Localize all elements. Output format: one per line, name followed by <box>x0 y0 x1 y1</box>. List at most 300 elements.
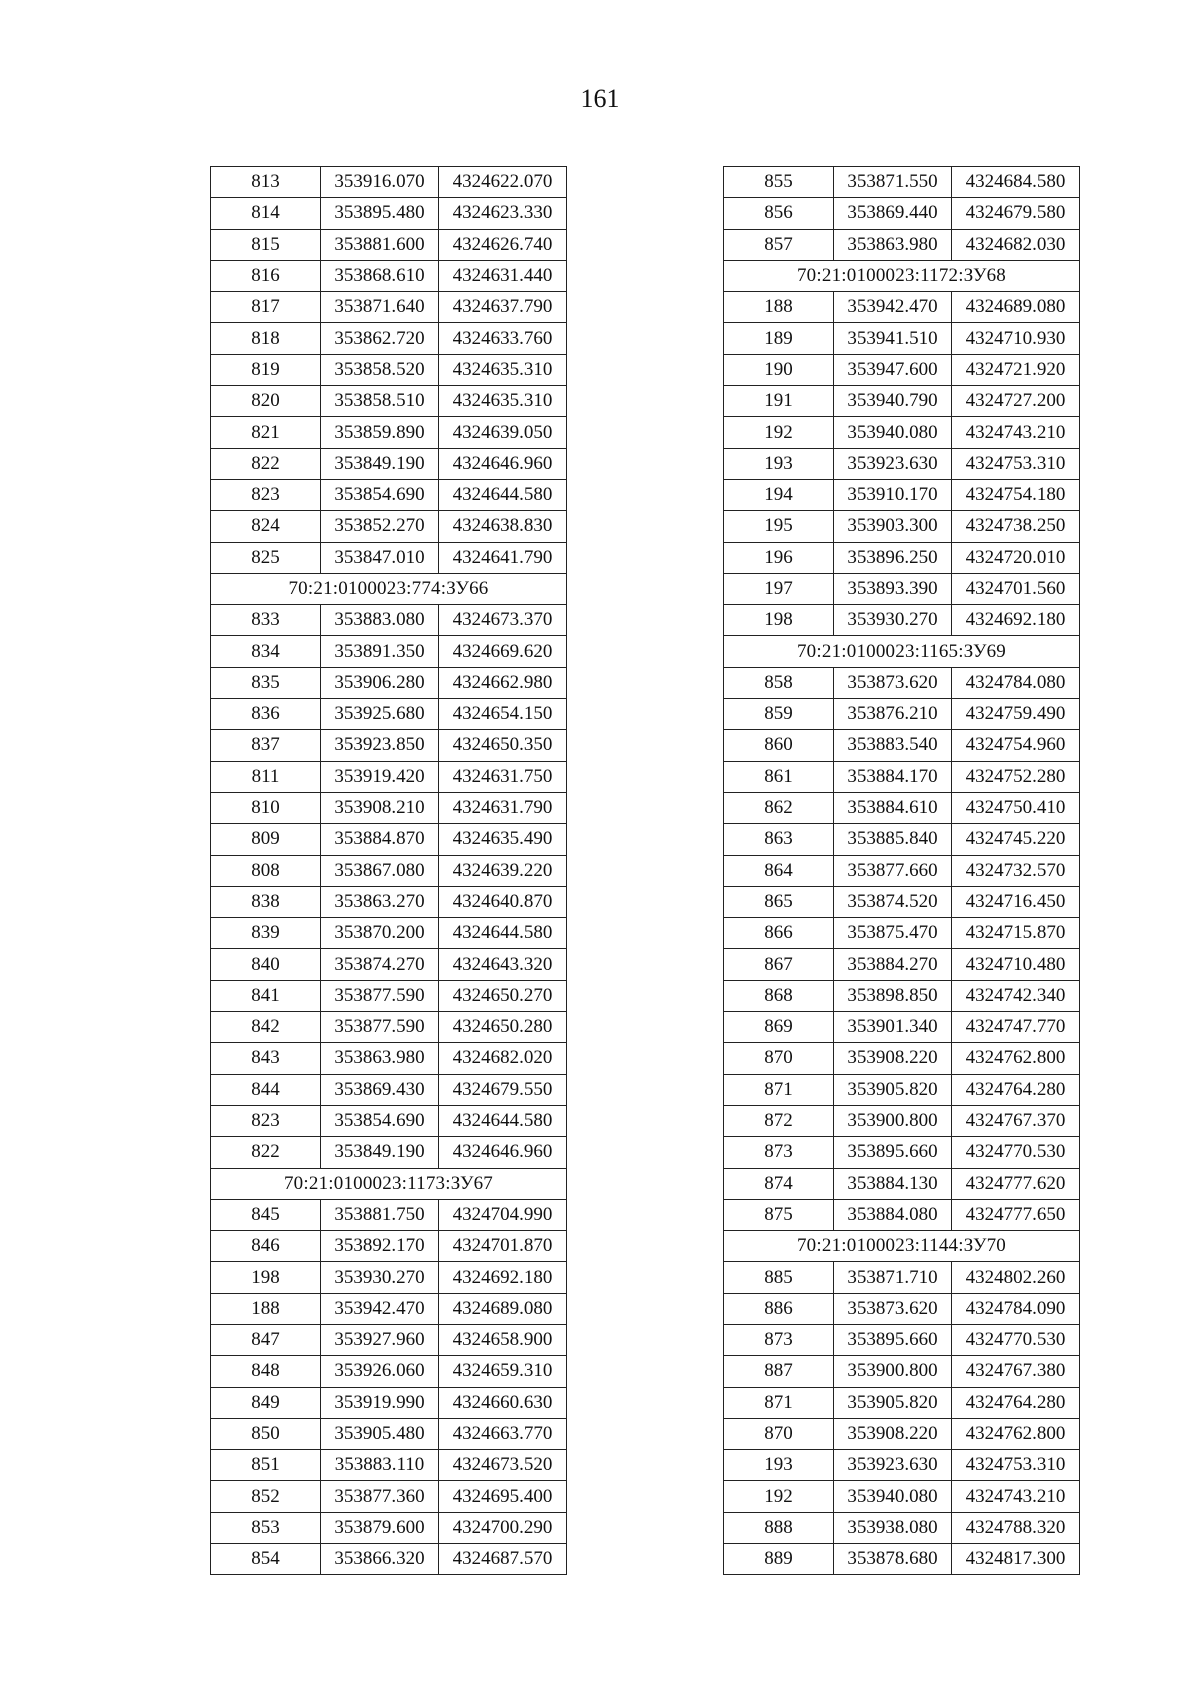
point-number-cell: 864 <box>724 855 834 886</box>
y-coordinate-cell: 4324742.340 <box>952 980 1080 1011</box>
table-row <box>724 1137 1080 1168</box>
x-coordinate-cell: 353867.080 <box>321 855 439 886</box>
point-number-cell: 819 <box>211 354 321 385</box>
table-row <box>211 918 567 949</box>
table-row <box>211 1199 567 1230</box>
table-row <box>724 1512 1080 1543</box>
y-coordinate-cell: 4324687.570 <box>439 1544 567 1575</box>
y-coordinate-cell: 4324817.300 <box>952 1544 1080 1575</box>
y-coordinate-cell: 4324759.490 <box>952 699 1080 730</box>
x-coordinate-cell: 353877.590 <box>321 980 439 1011</box>
x-coordinate-cell: 353898.850 <box>834 980 952 1011</box>
y-coordinate-cell: 4324704.990 <box>439 1199 567 1230</box>
x-coordinate-cell: 353873.620 <box>834 1293 952 1324</box>
x-coordinate-cell: 353905.820 <box>834 1074 952 1105</box>
y-coordinate-cell: 4324701.560 <box>952 573 1080 604</box>
x-coordinate-cell: 353906.280 <box>321 667 439 698</box>
point-number-cell: 838 <box>211 886 321 917</box>
table-row <box>724 824 1080 855</box>
y-coordinate-cell: 4324643.320 <box>439 949 567 980</box>
x-coordinate-cell: 353883.080 <box>321 605 439 636</box>
table-row <box>724 1544 1080 1575</box>
point-number-cell: 873 <box>724 1324 834 1355</box>
table-row <box>724 354 1080 385</box>
x-coordinate-cell: 353927.960 <box>321 1324 439 1355</box>
point-number-cell: 889 <box>724 1544 834 1575</box>
y-coordinate-cell: 4324767.380 <box>952 1356 1080 1387</box>
table-row <box>724 1418 1080 1449</box>
y-coordinate-cell: 4324770.530 <box>952 1137 1080 1168</box>
table-row <box>724 229 1080 260</box>
y-coordinate-cell: 4324710.480 <box>952 949 1080 980</box>
y-coordinate-cell: 4324650.280 <box>439 1012 567 1043</box>
y-coordinate-cell: 4324689.080 <box>439 1293 567 1324</box>
table-row <box>724 1293 1080 1324</box>
point-number-cell: 869 <box>724 1012 834 1043</box>
x-coordinate-cell: 353895.660 <box>834 1137 952 1168</box>
x-coordinate-cell: 353883.540 <box>834 730 952 761</box>
table-row <box>211 448 567 479</box>
table-row <box>724 1324 1080 1355</box>
y-coordinate-cell: 4324738.250 <box>952 511 1080 542</box>
x-coordinate-cell: 353881.750 <box>321 1199 439 1230</box>
x-coordinate-cell: 353877.590 <box>321 1012 439 1043</box>
y-coordinate-cell: 4324631.440 <box>439 260 567 291</box>
x-coordinate-cell: 353863.980 <box>834 229 952 260</box>
point-number-cell: 822 <box>211 1137 321 1168</box>
x-coordinate-cell: 353940.080 <box>834 417 952 448</box>
table-row <box>211 1544 567 1575</box>
point-number-cell: 835 <box>211 667 321 698</box>
point-number-cell: 837 <box>211 730 321 761</box>
section-header-row <box>724 636 1080 667</box>
x-coordinate-cell: 353877.360 <box>321 1481 439 1512</box>
x-coordinate-cell: 353883.110 <box>321 1450 439 1481</box>
x-coordinate-cell: 353896.250 <box>834 542 952 573</box>
land-plot-cadastral-number: 70:21:0100023:774:ЗУ66 <box>211 573 567 604</box>
table-row <box>211 667 567 698</box>
point-number-cell: 198 <box>211 1262 321 1293</box>
point-number-cell: 856 <box>724 198 834 229</box>
y-coordinate-cell: 4324622.070 <box>439 167 567 198</box>
y-coordinate-cell: 4324644.580 <box>439 1105 567 1136</box>
x-coordinate-cell: 353923.850 <box>321 730 439 761</box>
y-coordinate-cell: 4324752.280 <box>952 761 1080 792</box>
point-number-cell: 188 <box>211 1293 321 1324</box>
y-coordinate-cell: 4324777.620 <box>952 1168 1080 1199</box>
x-coordinate-cell: 353923.630 <box>834 448 952 479</box>
y-coordinate-cell: 4324679.550 <box>439 1074 567 1105</box>
point-number-cell: 871 <box>724 1074 834 1105</box>
point-number-cell: 192 <box>724 1481 834 1512</box>
table-row <box>211 1105 567 1136</box>
point-number-cell: 197 <box>724 573 834 604</box>
x-coordinate-cell: 353893.390 <box>834 573 952 604</box>
land-plot-cadastral-number: 70:21:0100023:1165:ЗУ69 <box>724 636 1080 667</box>
point-number-cell: 840 <box>211 949 321 980</box>
point-number-cell: 888 <box>724 1512 834 1543</box>
x-coordinate-cell: 353884.610 <box>834 792 952 823</box>
y-coordinate-cell: 4324626.740 <box>439 229 567 260</box>
table-row <box>724 699 1080 730</box>
y-coordinate-cell: 4324644.580 <box>439 918 567 949</box>
point-number-cell: 857 <box>724 229 834 260</box>
x-coordinate-cell: 353923.630 <box>834 1450 952 1481</box>
x-coordinate-cell: 353849.190 <box>321 1137 439 1168</box>
table-row <box>724 1450 1080 1481</box>
x-coordinate-cell: 353925.680 <box>321 699 439 730</box>
y-coordinate-cell: 4324660.630 <box>439 1387 567 1418</box>
x-coordinate-cell: 353895.660 <box>834 1324 952 1355</box>
x-coordinate-cell: 353940.790 <box>834 386 952 417</box>
point-number-cell: 817 <box>211 292 321 323</box>
point-number-cell: 853 <box>211 1512 321 1543</box>
x-coordinate-cell: 353854.690 <box>321 479 439 510</box>
point-number-cell: 823 <box>211 479 321 510</box>
x-coordinate-cell: 353895.480 <box>321 198 439 229</box>
point-number-cell: 847 <box>211 1324 321 1355</box>
y-coordinate-cell: 4324716.450 <box>952 886 1080 917</box>
table-row <box>724 761 1080 792</box>
section-header-row <box>211 1168 567 1199</box>
y-coordinate-cell: 4324762.800 <box>952 1043 1080 1074</box>
table-row <box>724 730 1080 761</box>
y-coordinate-cell: 4324727.200 <box>952 386 1080 417</box>
x-coordinate-cell: 353900.800 <box>834 1356 952 1387</box>
point-number-cell: 873 <box>724 1137 834 1168</box>
y-coordinate-cell: 4324743.210 <box>952 1481 1080 1512</box>
table-row <box>211 855 567 886</box>
table-row <box>211 417 567 448</box>
point-number-cell: 809 <box>211 824 321 855</box>
x-coordinate-cell: 353916.070 <box>321 167 439 198</box>
y-coordinate-cell: 4324700.290 <box>439 1512 567 1543</box>
table-row <box>724 417 1080 448</box>
y-coordinate-cell: 4324658.900 <box>439 1324 567 1355</box>
table-row <box>211 511 567 542</box>
x-coordinate-cell: 353869.430 <box>321 1074 439 1105</box>
x-coordinate-cell: 353885.840 <box>834 824 952 855</box>
y-coordinate-cell: 4324639.220 <box>439 855 567 886</box>
point-number-cell: 196 <box>724 542 834 573</box>
x-coordinate-cell: 353884.130 <box>834 1168 952 1199</box>
point-number-cell: 861 <box>724 761 834 792</box>
y-coordinate-cell: 4324631.790 <box>439 792 567 823</box>
point-number-cell: 886 <box>724 1293 834 1324</box>
point-number-cell: 816 <box>211 260 321 291</box>
y-coordinate-cell: 4324682.030 <box>952 229 1080 260</box>
point-number-cell: 198 <box>724 605 834 636</box>
table-row <box>211 1293 567 1324</box>
table-row <box>724 949 1080 980</box>
y-coordinate-cell: 4324650.350 <box>439 730 567 761</box>
y-coordinate-cell: 4324682.020 <box>439 1043 567 1074</box>
x-coordinate-cell: 353858.510 <box>321 386 439 417</box>
y-coordinate-cell: 4324623.330 <box>439 198 567 229</box>
table-row <box>724 386 1080 417</box>
table-row <box>211 260 567 291</box>
x-coordinate-cell: 353942.470 <box>834 292 952 323</box>
x-coordinate-cell: 353884.870 <box>321 824 439 855</box>
table-row <box>724 479 1080 510</box>
table-row <box>211 542 567 573</box>
point-number-cell: 841 <box>211 980 321 1011</box>
point-number-cell: 859 <box>724 699 834 730</box>
point-number-cell: 824 <box>211 511 321 542</box>
x-coordinate-cell: 353854.690 <box>321 1105 439 1136</box>
x-coordinate-cell: 353884.270 <box>834 949 952 980</box>
table-row <box>724 1105 1080 1136</box>
table-row <box>211 699 567 730</box>
x-coordinate-cell: 353870.200 <box>321 918 439 949</box>
table-row <box>724 792 1080 823</box>
x-coordinate-cell: 353930.270 <box>834 605 952 636</box>
x-coordinate-cell: 353900.800 <box>834 1105 952 1136</box>
y-coordinate-cell: 4324635.310 <box>439 354 567 385</box>
x-coordinate-cell: 353873.620 <box>834 667 952 698</box>
table-row <box>211 1012 567 1043</box>
y-coordinate-cell: 4324689.080 <box>952 292 1080 323</box>
y-coordinate-cell: 4324644.580 <box>439 479 567 510</box>
point-number-cell: 811 <box>211 761 321 792</box>
y-coordinate-cell: 4324659.310 <box>439 1356 567 1387</box>
x-coordinate-cell: 353905.820 <box>834 1387 952 1418</box>
table-row <box>211 1356 567 1387</box>
x-coordinate-cell: 353942.470 <box>321 1293 439 1324</box>
y-coordinate-cell: 4324673.370 <box>439 605 567 636</box>
x-coordinate-cell: 353881.600 <box>321 229 439 260</box>
y-coordinate-cell: 4324788.320 <box>952 1512 1080 1543</box>
point-number-cell: 842 <box>211 1012 321 1043</box>
y-coordinate-cell: 4324764.280 <box>952 1074 1080 1105</box>
x-coordinate-cell: 353878.680 <box>834 1544 952 1575</box>
x-coordinate-cell: 353863.980 <box>321 1043 439 1074</box>
point-number-cell: 193 <box>724 1450 834 1481</box>
x-coordinate-cell: 353874.520 <box>834 886 952 917</box>
table-row <box>211 1512 567 1543</box>
point-number-cell: 870 <box>724 1043 834 1074</box>
table-row <box>724 542 1080 573</box>
table-row <box>724 1356 1080 1387</box>
y-coordinate-cell: 4324784.080 <box>952 667 1080 698</box>
point-number-cell: 843 <box>211 1043 321 1074</box>
point-number-cell: 839 <box>211 918 321 949</box>
y-coordinate-cell: 4324784.090 <box>952 1293 1080 1324</box>
point-number-cell: 191 <box>724 386 834 417</box>
table-row <box>724 980 1080 1011</box>
y-coordinate-cell: 4324637.790 <box>439 292 567 323</box>
x-coordinate-cell: 353919.990 <box>321 1387 439 1418</box>
x-coordinate-cell: 353905.480 <box>321 1418 439 1449</box>
table-row <box>211 1450 567 1481</box>
point-number-cell: 813 <box>211 167 321 198</box>
x-coordinate-cell: 353849.190 <box>321 448 439 479</box>
point-number-cell: 871 <box>724 1387 834 1418</box>
table-row <box>211 323 567 354</box>
x-coordinate-cell: 353892.170 <box>321 1231 439 1262</box>
point-number-cell: 192 <box>724 417 834 448</box>
y-coordinate-cell: 4324641.790 <box>439 542 567 573</box>
x-coordinate-cell: 353863.270 <box>321 886 439 917</box>
table-row <box>724 1387 1080 1418</box>
x-coordinate-cell: 353926.060 <box>321 1356 439 1387</box>
y-coordinate-cell: 4324669.620 <box>439 636 567 667</box>
table-row <box>724 1074 1080 1105</box>
x-coordinate-cell: 353859.890 <box>321 417 439 448</box>
y-coordinate-cell: 4324710.930 <box>952 323 1080 354</box>
point-number-cell: 814 <box>211 198 321 229</box>
point-number-cell: 190 <box>724 354 834 385</box>
y-coordinate-cell: 4324679.580 <box>952 198 1080 229</box>
table-row <box>211 1043 567 1074</box>
table-row <box>724 1168 1080 1199</box>
y-coordinate-cell: 4324639.050 <box>439 417 567 448</box>
y-coordinate-cell: 4324762.800 <box>952 1418 1080 1449</box>
point-number-cell: 863 <box>724 824 834 855</box>
point-number-cell: 851 <box>211 1450 321 1481</box>
land-plot-cadastral-number: 70:21:0100023:1144:ЗУ70 <box>724 1231 1080 1262</box>
table-row <box>724 511 1080 542</box>
point-number-cell: 885 <box>724 1262 834 1293</box>
table-row <box>211 1481 567 1512</box>
y-coordinate-cell: 4324695.400 <box>439 1481 567 1512</box>
point-number-cell: 860 <box>724 730 834 761</box>
y-coordinate-cell: 4324715.870 <box>952 918 1080 949</box>
y-coordinate-cell: 4324701.870 <box>439 1231 567 1262</box>
y-coordinate-cell: 4324684.580 <box>952 167 1080 198</box>
point-number-cell: 872 <box>724 1105 834 1136</box>
table-row <box>211 949 567 980</box>
point-number-cell: 844 <box>211 1074 321 1105</box>
point-number-cell: 870 <box>724 1418 834 1449</box>
point-number-cell: 834 <box>211 636 321 667</box>
point-number-cell: 852 <box>211 1481 321 1512</box>
point-number-cell: 874 <box>724 1168 834 1199</box>
y-coordinate-cell: 4324646.960 <box>439 448 567 479</box>
point-number-cell: 868 <box>724 980 834 1011</box>
x-coordinate-cell: 353938.080 <box>834 1512 952 1543</box>
y-coordinate-cell: 4324650.270 <box>439 980 567 1011</box>
point-number-cell: 854 <box>211 1544 321 1575</box>
y-coordinate-cell: 4324750.410 <box>952 792 1080 823</box>
x-coordinate-cell: 353884.170 <box>834 761 952 792</box>
point-number-cell: 825 <box>211 542 321 573</box>
y-coordinate-cell: 4324692.180 <box>952 605 1080 636</box>
x-coordinate-cell: 353941.510 <box>834 323 952 354</box>
table-row <box>724 167 1080 198</box>
y-coordinate-cell: 4324732.570 <box>952 855 1080 886</box>
table-row <box>211 1137 567 1168</box>
x-coordinate-cell: 353858.520 <box>321 354 439 385</box>
x-coordinate-cell: 353862.720 <box>321 323 439 354</box>
table-row <box>724 1012 1080 1043</box>
point-number-cell: 867 <box>724 949 834 980</box>
point-number-cell: 846 <box>211 1231 321 1262</box>
point-number-cell: 866 <box>724 918 834 949</box>
y-coordinate-cell: 4324743.210 <box>952 417 1080 448</box>
y-coordinate-cell: 4324777.650 <box>952 1199 1080 1230</box>
x-coordinate-cell: 353866.320 <box>321 1544 439 1575</box>
table-row <box>724 323 1080 354</box>
x-coordinate-cell: 353908.210 <box>321 792 439 823</box>
y-coordinate-cell: 4324754.180 <box>952 479 1080 510</box>
y-coordinate-cell: 4324635.490 <box>439 824 567 855</box>
point-number-cell: 862 <box>724 792 834 823</box>
table-row <box>211 636 567 667</box>
point-number-cell: 820 <box>211 386 321 417</box>
y-coordinate-cell: 4324767.370 <box>952 1105 1080 1136</box>
x-coordinate-cell: 353901.340 <box>834 1012 952 1043</box>
y-coordinate-cell: 4324635.310 <box>439 386 567 417</box>
y-coordinate-cell: 4324646.960 <box>439 1137 567 1168</box>
point-number-cell: 833 <box>211 605 321 636</box>
x-coordinate-cell: 353891.350 <box>321 636 439 667</box>
y-coordinate-cell: 4324721.920 <box>952 354 1080 385</box>
table-row <box>724 918 1080 949</box>
section-header-row <box>724 260 1080 291</box>
point-number-cell: 193 <box>724 448 834 479</box>
x-coordinate-cell: 353903.300 <box>834 511 952 542</box>
x-coordinate-cell: 353919.420 <box>321 761 439 792</box>
point-number-cell: 855 <box>724 167 834 198</box>
table-row <box>724 292 1080 323</box>
x-coordinate-cell: 353876.210 <box>834 699 952 730</box>
page-number: 161 <box>580 84 620 113</box>
table-row <box>211 730 567 761</box>
y-coordinate-cell: 4324640.870 <box>439 886 567 917</box>
point-number-cell: 858 <box>724 667 834 698</box>
table-row <box>211 1262 567 1293</box>
y-coordinate-cell: 4324802.260 <box>952 1262 1080 1293</box>
x-coordinate-cell: 353908.220 <box>834 1043 952 1074</box>
table-row <box>724 605 1080 636</box>
table-row <box>211 354 567 385</box>
table-row <box>211 761 567 792</box>
y-coordinate-cell: 4324720.010 <box>952 542 1080 573</box>
x-coordinate-cell: 353847.010 <box>321 542 439 573</box>
y-coordinate-cell: 4324753.310 <box>952 1450 1080 1481</box>
x-coordinate-cell: 353871.710 <box>834 1262 952 1293</box>
x-coordinate-cell: 353852.270 <box>321 511 439 542</box>
table-row <box>211 886 567 917</box>
table-row <box>724 855 1080 886</box>
x-coordinate-cell: 353875.470 <box>834 918 952 949</box>
point-number-cell: 875 <box>724 1199 834 1230</box>
point-number-cell: 188 <box>724 292 834 323</box>
table-row <box>211 1324 567 1355</box>
table-row <box>724 1481 1080 1512</box>
point-number-cell: 195 <box>724 511 834 542</box>
coordinates-table-right <box>723 166 1080 1575</box>
table-row <box>211 292 567 323</box>
point-number-cell: 189 <box>724 323 834 354</box>
y-coordinate-cell: 4324662.980 <box>439 667 567 698</box>
point-number-cell: 848 <box>211 1356 321 1387</box>
point-number-cell: 194 <box>724 479 834 510</box>
table-row <box>211 198 567 229</box>
y-coordinate-cell: 4324753.310 <box>952 448 1080 479</box>
table-row <box>724 1043 1080 1074</box>
x-coordinate-cell: 353884.080 <box>834 1199 952 1230</box>
point-number-cell: 850 <box>211 1418 321 1449</box>
x-coordinate-cell: 353871.640 <box>321 292 439 323</box>
table-row <box>724 1199 1080 1230</box>
point-number-cell: 849 <box>211 1387 321 1418</box>
point-number-cell: 836 <box>211 699 321 730</box>
point-number-cell: 815 <box>211 229 321 260</box>
x-coordinate-cell: 353940.080 <box>834 1481 952 1512</box>
section-header-row <box>724 1231 1080 1262</box>
